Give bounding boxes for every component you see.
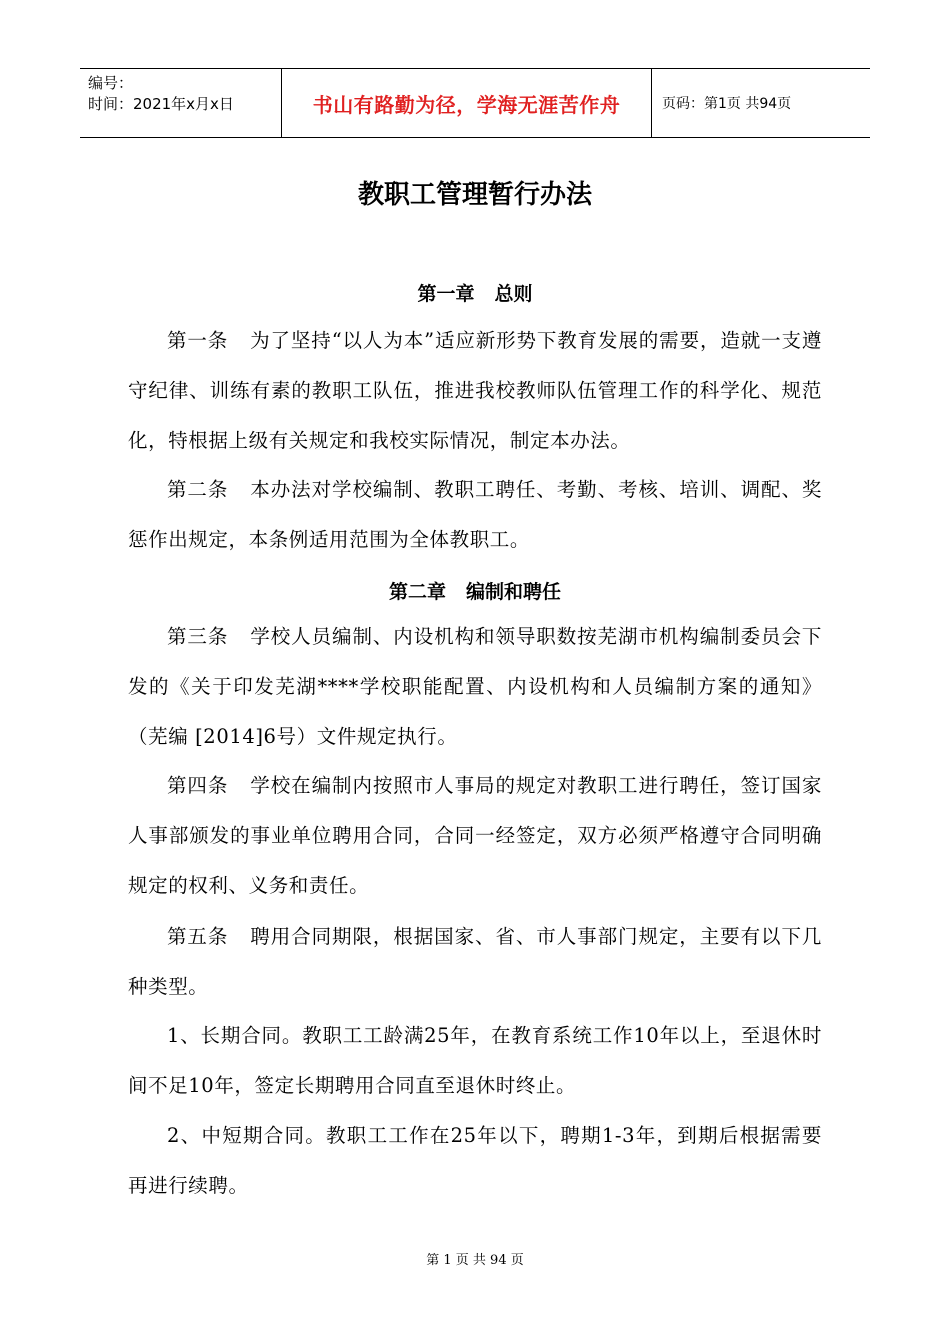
list-item: 2、中短期合同。教职工工作在25年以下，聘期1-3年，到期后根据需要再进行续聘。 <box>128 1124 822 1197</box>
article-text: 本办法对学校编制、教职工聘任、考勤、考核、培训、调配、奖惩作出规定，本条例适用范围为全体教职工。 <box>128 478 822 551</box>
chapter-name: 总则 <box>494 283 533 305</box>
document-header <box>80 68 870 138</box>
motto-text: 书山有路勤为径，学海无涯苦作舟 <box>312 92 621 117</box>
article-text: 学校在编制内按照市人事局的规定对教职工进行聘任，签订国家人事部颁发的事业单位聘用合同，合同一经签定，双方必须严格遵守合同明确规定的权利、义务和责任。 <box>128 774 822 897</box>
chapter-name: 编制和聘任 <box>466 581 562 603</box>
article-text: 为了坚持“以人为本”适应新形势下教育发展的需要，造就一支遵守纪律、训练有素的教职工队伍，推进我校教师队伍管理工作的科学化、规范化，特根据上级有关规定和我校实际情况，制定本办法。 <box>128 329 822 452</box>
page-footer: 第 1 页 共 94 页 <box>426 1253 524 1268</box>
article-label: 第二条 <box>167 478 229 501</box>
document-title: 教职工管理暂行办法 <box>357 180 592 210</box>
article-label: 第四条 <box>167 774 229 797</box>
date-label: 时间：2021年x月x日 <box>88 95 234 113</box>
article-paragraph <box>128 612 822 762</box>
article-text: 学校人员编制、内设机构和领导职数按芜湖市机构编制委员会下发的《关于印发芜湖****学校职能配置、内设机构和人员编制方案的通知》（芜编 [2014]6号）文件规定执行。 <box>128 625 822 748</box>
chapter-heading <box>0 577 950 604</box>
chapter-number: 第二章 <box>388 581 446 603</box>
header-motto-cell <box>282 69 652 137</box>
article-paragraph <box>128 465 822 565</box>
chapter-heading <box>0 279 950 306</box>
article-label: 第三条 <box>167 625 229 648</box>
header-page-cell <box>652 69 870 137</box>
article-paragraph <box>128 912 822 1012</box>
code-label: 编号： <box>88 74 134 92</box>
chapter-number: 第一章 <box>417 283 475 305</box>
header-meta-cell <box>80 69 282 137</box>
article-label: 第一条 <box>167 329 229 352</box>
article-paragraph <box>128 761 822 911</box>
list-item: 1、长期合同。教职工工龄满25年，在教育系统工作10年以上，至退休时间不足10年，签定长期聘用合同直至退休时终止。 <box>128 1024 822 1097</box>
article-text: 聘用合同期限，根据国家、省、市人事部门规定，主要有以下几种类型。 <box>128 925 822 998</box>
page-info: 页码：第1页 共94页 <box>662 96 792 112</box>
article-paragraph <box>128 316 822 466</box>
article-label: 第五条 <box>167 925 229 948</box>
